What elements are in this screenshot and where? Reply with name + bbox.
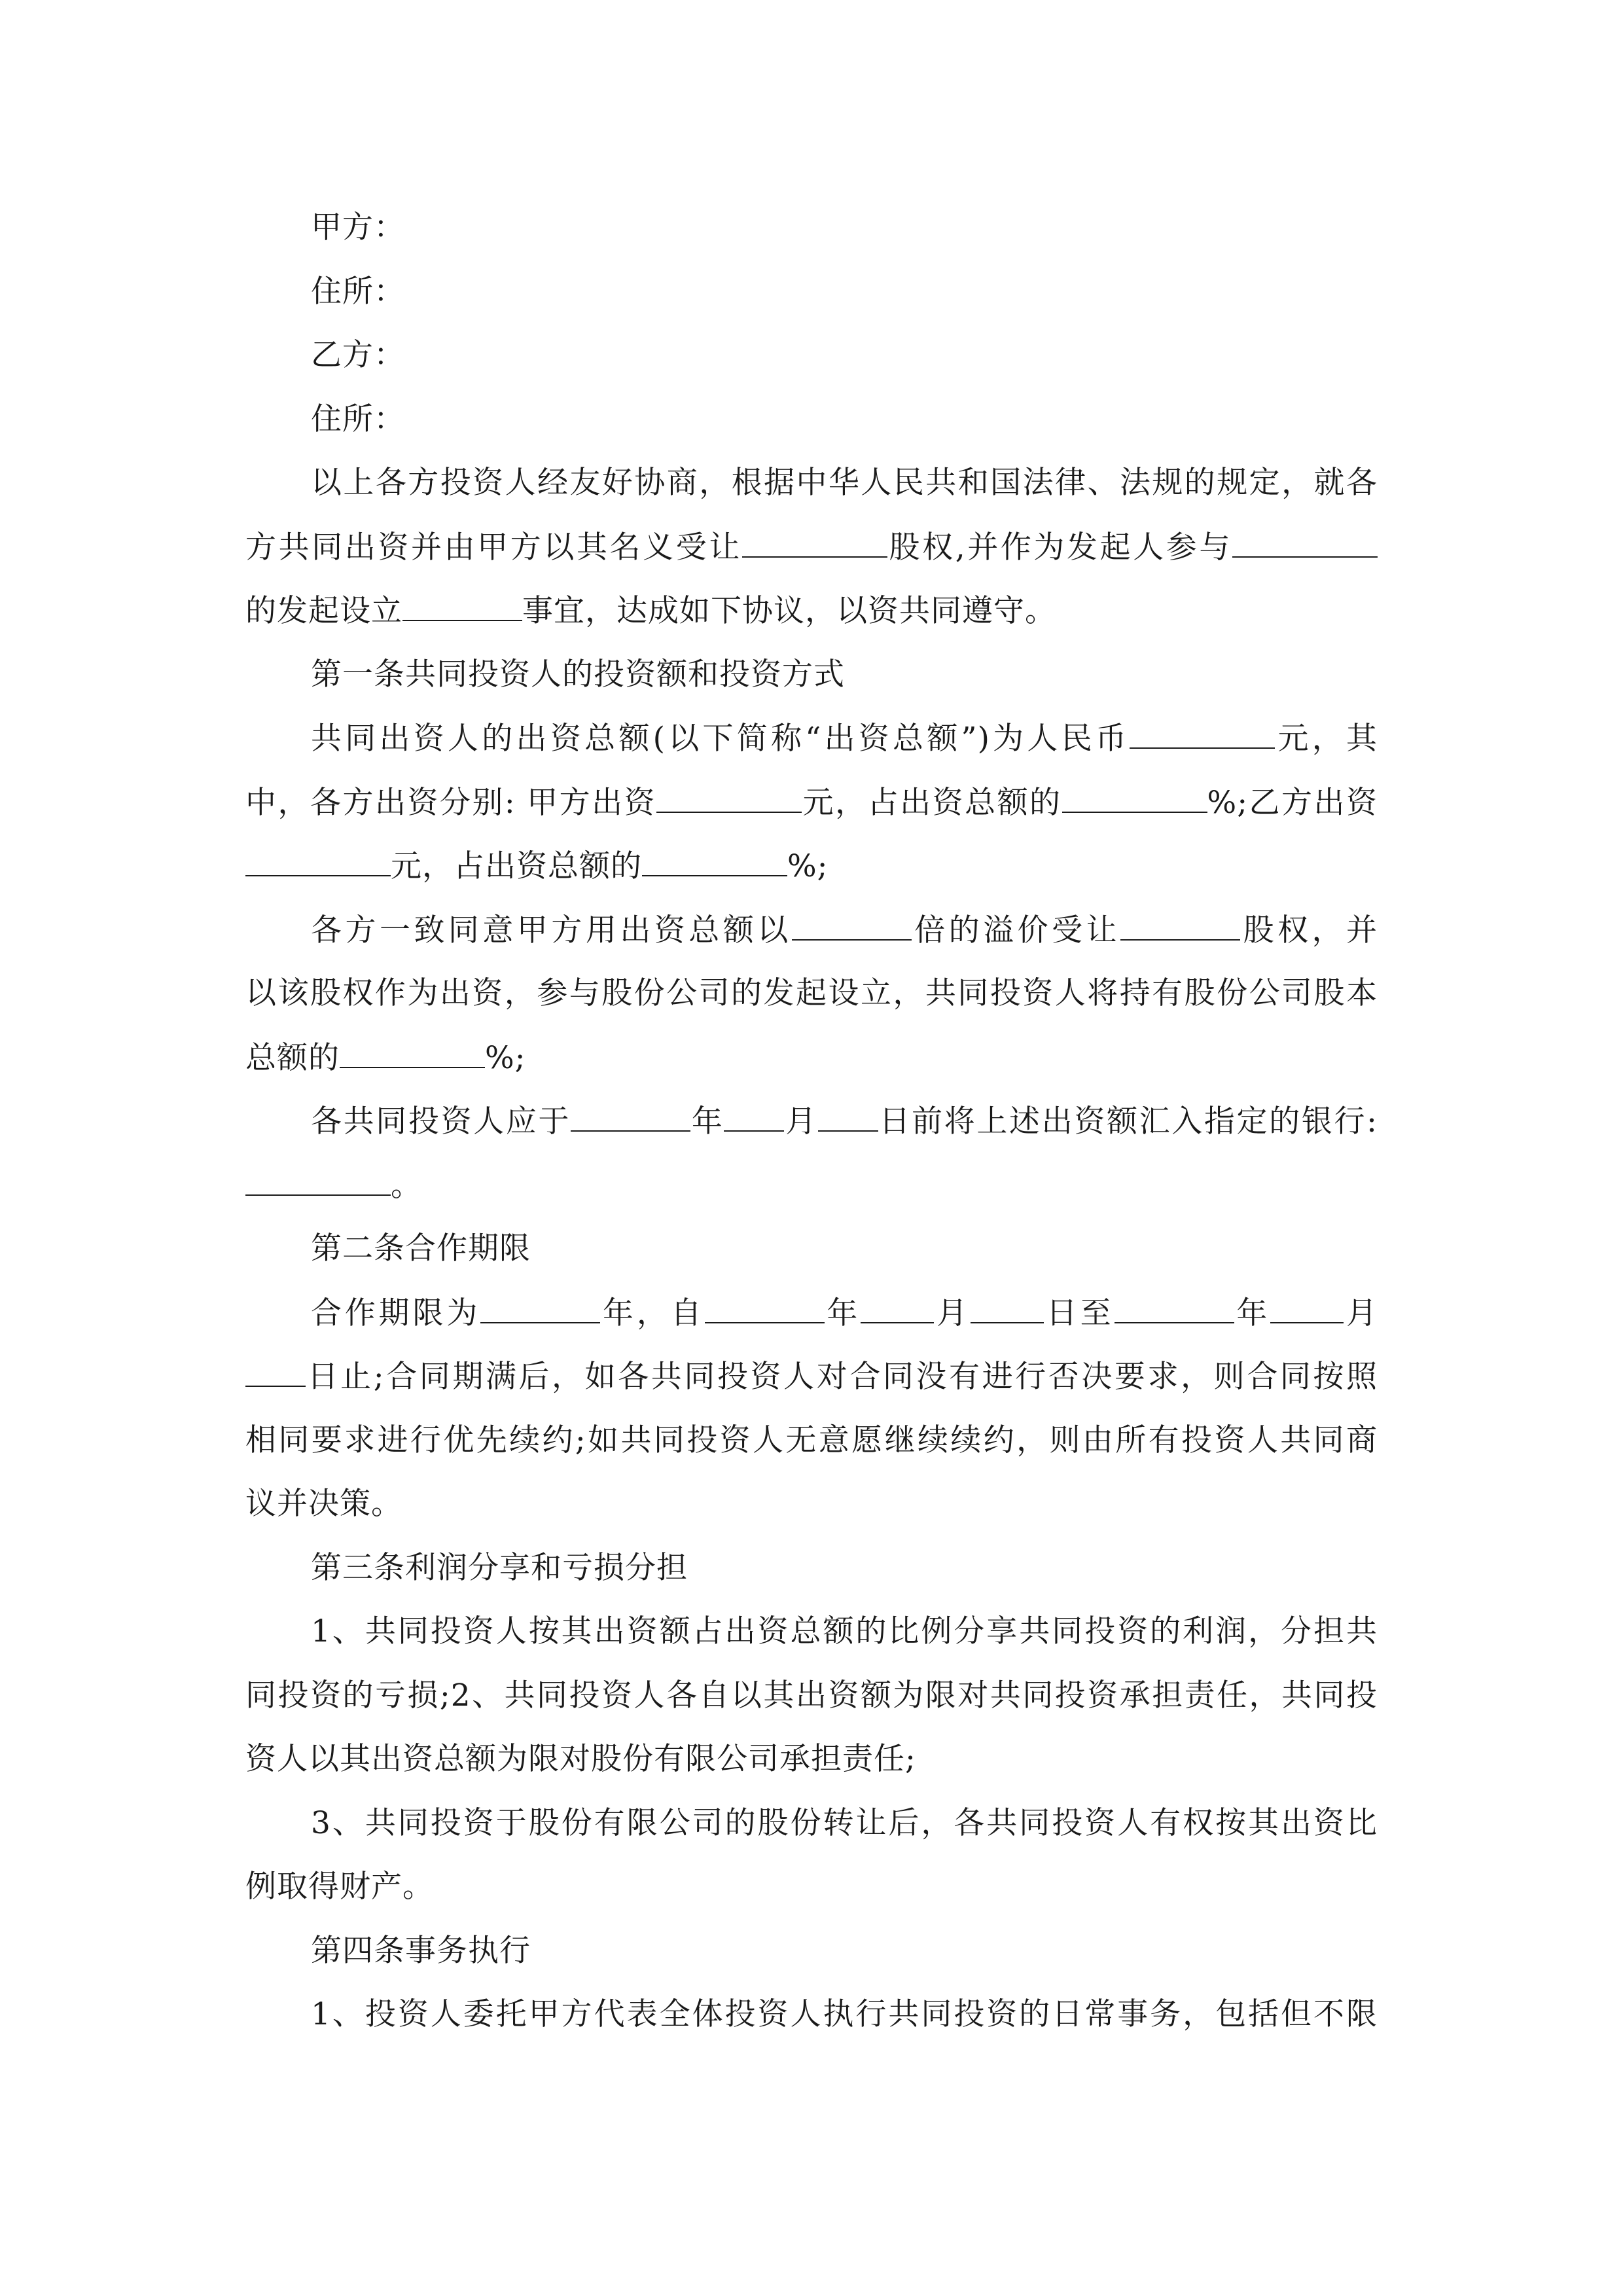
text: 中，各方出资分别: 甲方出资 xyxy=(245,784,657,821)
text: 日至 xyxy=(1043,1295,1115,1331)
article-1-line-4 xyxy=(245,910,1378,975)
party-a-label xyxy=(245,208,1378,272)
text: 。 xyxy=(391,1167,422,1204)
article-3-line-5 xyxy=(245,1867,1378,1931)
preamble-line-2 xyxy=(245,528,1378,592)
preamble-line-3 xyxy=(245,591,1378,655)
text: 各共同投资人应于 xyxy=(311,1103,571,1139)
text: 同投资的亏损;2、共同投资人各自以其出资额为限对共同投资承担责任，共同投 xyxy=(245,1677,1378,1713)
article-3-line-4 xyxy=(245,1804,1378,1868)
article-3-heading xyxy=(245,1549,1378,1613)
text: 第二条合作期限 xyxy=(311,1230,531,1266)
text: %; xyxy=(787,848,829,884)
blank-field xyxy=(1115,1293,1234,1323)
text: 元，其 xyxy=(1275,721,1378,757)
article-2-line-3 xyxy=(245,1421,1378,1485)
text: 相同要求进行优先续约;如共同投资人无意愿继续续约，则由所有投资人共同商 xyxy=(245,1422,1378,1458)
article-1-line-3 xyxy=(245,846,1378,910)
article-1-line-1 xyxy=(245,719,1378,783)
blank-field xyxy=(480,1293,600,1323)
blank-field xyxy=(1062,783,1207,813)
blank-field xyxy=(245,1166,391,1196)
text: 元，占出资总额的 xyxy=(802,784,1062,821)
article-2-line-1 xyxy=(245,1293,1378,1357)
text: 年 xyxy=(824,1295,861,1331)
article-4-heading xyxy=(245,1931,1378,1996)
blank-field xyxy=(1232,528,1378,558)
blank-field xyxy=(656,783,802,813)
text: %; xyxy=(485,1039,526,1076)
text: 事宜，达成如下协议，以资共同遵守。 xyxy=(522,593,1056,629)
blank-field xyxy=(792,910,912,941)
blank-field xyxy=(642,846,787,876)
text: 元，占出资总额的 xyxy=(391,848,642,884)
text: 资人以其出资总额为限对股份有限公司承担责任; xyxy=(245,1741,916,1777)
article-2-line-2 xyxy=(245,1357,1378,1421)
text: 月 xyxy=(784,1103,818,1139)
text: 股权,并作为发起人参与 xyxy=(887,529,1232,565)
article-4-line-1 xyxy=(245,1995,1378,2059)
text: 甲方： xyxy=(311,209,405,245)
text: 各方一致同意甲方用出资总额以 xyxy=(311,912,792,948)
blank-field xyxy=(818,1102,878,1132)
text: 月 xyxy=(1344,1295,1378,1331)
article-3-line-1 xyxy=(245,1612,1378,1676)
text: 共同出资人的出资总额(以下简称“出资总额”)为人民币 xyxy=(311,721,1130,757)
blank-field xyxy=(340,1038,485,1068)
party-a-address-label xyxy=(245,272,1378,336)
text: 例取得财产。 xyxy=(245,1869,434,1905)
text: 股权，并 xyxy=(1240,912,1378,948)
text: 年 xyxy=(1234,1295,1271,1331)
text: 月 xyxy=(934,1295,971,1331)
text: 以该股权作为出资，参与股份公司的发起设立，共同投资人将持有股份公司股本 xyxy=(245,975,1378,1011)
text: %;乙方出资 xyxy=(1207,784,1378,821)
article-1-line-8 xyxy=(245,1166,1378,1230)
party-b-label xyxy=(245,336,1378,400)
text: 总额的 xyxy=(245,1039,340,1076)
blank-field xyxy=(705,1293,825,1323)
text: 第一条共同投资人的投资额和投资方式 xyxy=(311,656,845,692)
text: 1、共同投资人按其出资额占出资总额的比例分享共同投资的利润，分担共 xyxy=(311,1613,1378,1649)
text: 第三条利润分享和亏损分担 xyxy=(311,1549,688,1586)
article-3-line-2 xyxy=(245,1676,1378,1740)
text: 日止;合同期满后，如各共同投资人对合同没有进行否决要求，则合同按照 xyxy=(306,1359,1378,1395)
text: 倍的溢价受让 xyxy=(911,912,1121,948)
text: 合作期限为 xyxy=(311,1295,481,1331)
text: 第四条事务执行 xyxy=(311,1932,531,1969)
article-1-line-7 xyxy=(245,1102,1378,1166)
article-1-line-2 xyxy=(245,783,1378,847)
preamble-line-1 xyxy=(245,463,1378,528)
blank-field xyxy=(245,1357,306,1387)
blank-field xyxy=(724,1102,784,1132)
text: 住所： xyxy=(311,401,405,437)
article-1-line-5 xyxy=(245,974,1378,1038)
blank-field xyxy=(571,1102,690,1132)
article-2-line-4 xyxy=(245,1484,1378,1549)
text: 方共同出资并由甲方以其名义受让 xyxy=(245,529,742,565)
blank-field xyxy=(1130,719,1275,749)
text: 议并决策。 xyxy=(245,1486,402,1522)
text: 3、共同投资于股份有限公司的股份转让后，各共同投资人有权按其出资比 xyxy=(311,1804,1378,1841)
text: 乙方： xyxy=(311,337,405,373)
blank-field xyxy=(402,591,522,621)
text: 以上各方投资人经友好协商，根据中华人民共和国法律、法规的规定，就各 xyxy=(311,465,1378,501)
text: 年 xyxy=(690,1103,724,1139)
party-b-address-label xyxy=(245,400,1378,464)
blank-field xyxy=(245,846,391,876)
article-3-line-3 xyxy=(245,1740,1378,1804)
article-1-line-6 xyxy=(245,1038,1378,1102)
blank-field xyxy=(861,1293,934,1323)
text: 日前将上述出资额汇入指定的银行: xyxy=(878,1103,1378,1139)
text: 年，自 xyxy=(600,1295,705,1331)
document-page xyxy=(245,208,1378,2059)
text: 的发起设立 xyxy=(245,593,402,629)
blank-field xyxy=(971,1293,1044,1323)
blank-field xyxy=(1120,910,1240,941)
text: 1、投资人委托甲方代表全体投资人执行共同投资的日常事务，包括但不限 xyxy=(311,1996,1378,2032)
article-1-heading xyxy=(245,655,1378,719)
text: 住所： xyxy=(311,273,405,310)
blank-field xyxy=(742,528,887,558)
article-2-heading xyxy=(245,1229,1378,1293)
blank-field xyxy=(1270,1293,1344,1323)
